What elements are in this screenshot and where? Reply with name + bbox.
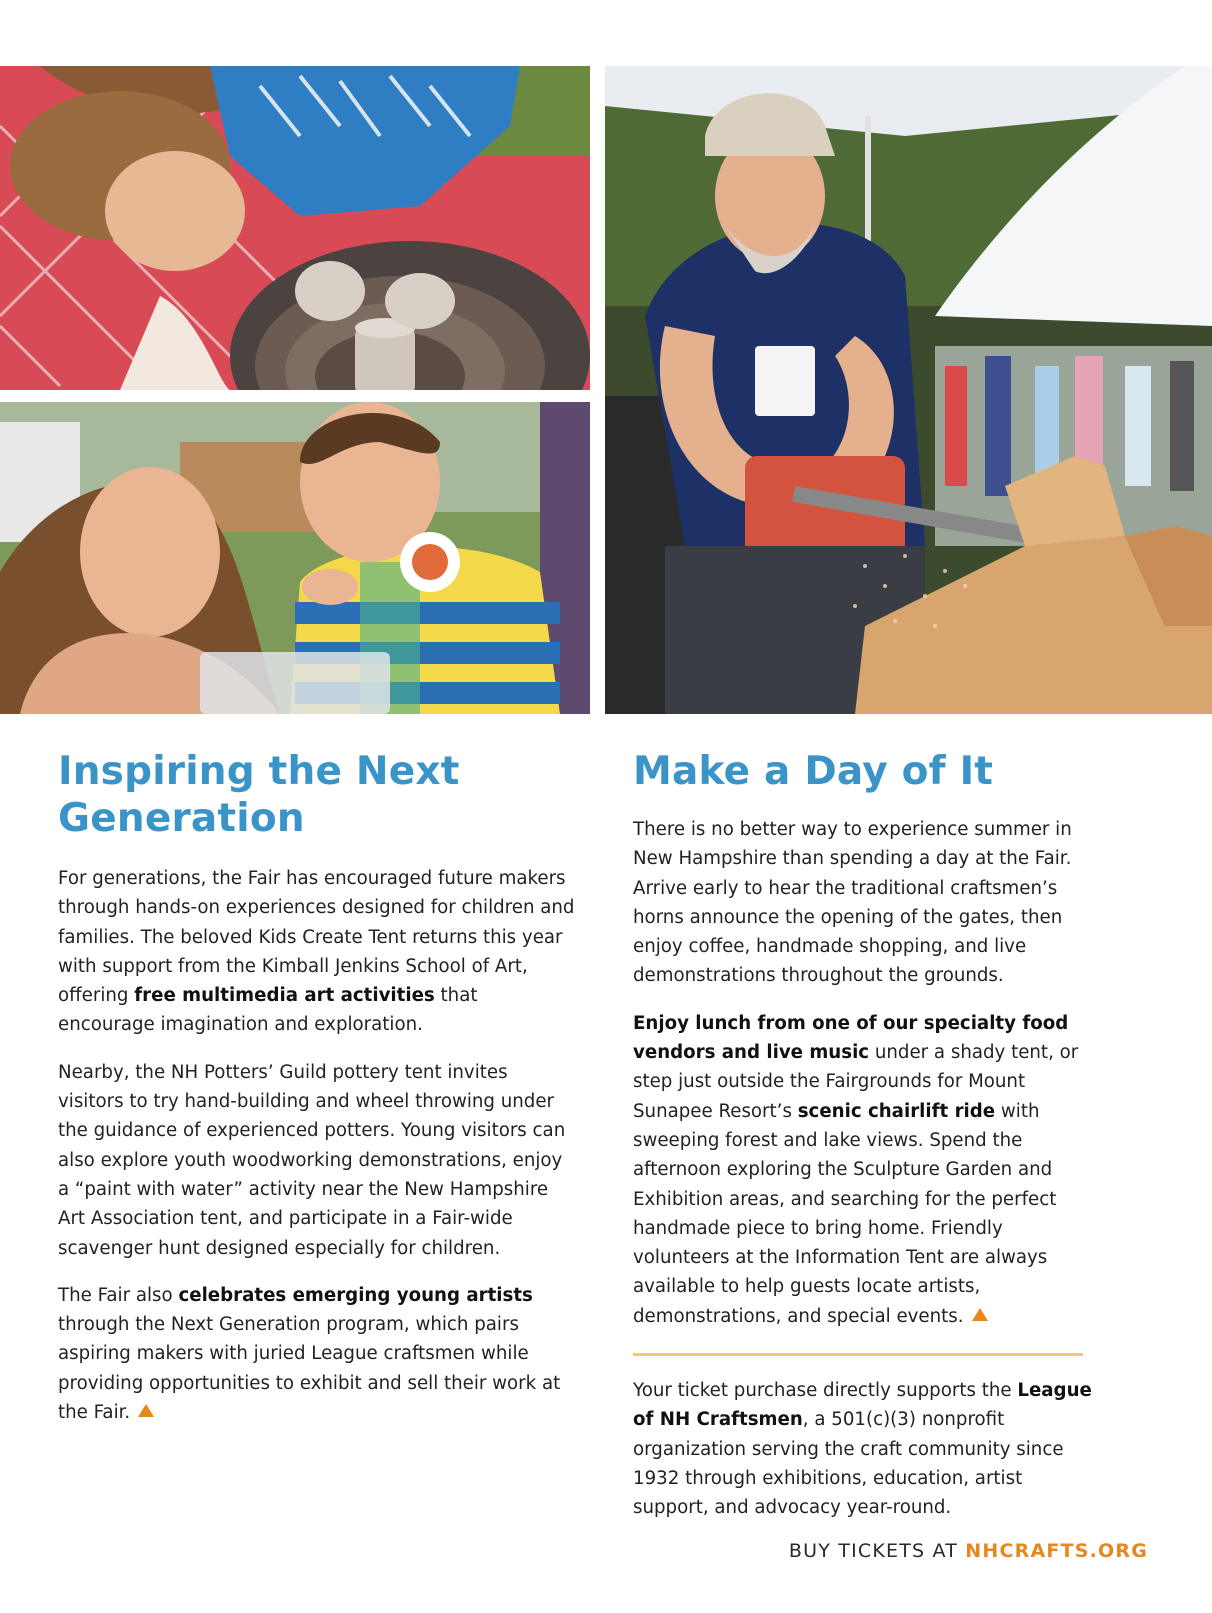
paragraph-kids-create: [58, 864, 578, 1040]
bold-text: League of NH Craftsmen: [633, 1380, 1092, 1431]
footer-buy-tickets: [789, 1540, 1148, 1562]
paragraph-summer: There is no better way to experience summer in New Hampshire than spending a day at the Fair. Arrive early to hear the traditional craftsmen’s horns announce the opening of the gates, then enjoy coffee, handmade shopping, and live demonstrations throughout the grounds.: [633, 819, 1072, 987]
text-run: that encourage imagination and exploration.: [58, 985, 478, 1036]
text-run: Your ticket purchase directly supports the: [633, 1380, 1018, 1402]
footer-label: BUY TICKETS AT: [788, 1540, 966, 1562]
text-run: under a shady tent, or step just outside the Fairgrounds for Mount Sunapee Resort’s: [633, 1042, 1079, 1122]
text-run: , a 501(c)(3) nonprofit organization serving the craft community since 1932 through exhibitions, education, artist support, and advocacy year-round.: [633, 1409, 1064, 1519]
bold-text: scenic chairlift ride: [797, 1100, 996, 1122]
text-run: The Fair also: [58, 1284, 179, 1306]
paragraph-potters-guild: Nearby, the NH Potters’ Guild pottery tent invites visitors to try hand-building and wheel throwing under the guidance of experienced potters. Young visitors can also explore youth woodworking demonstrations, enjoy a “paint with water” activity near the New Hampshire Art Association tent, and participate in a Fair-wide scavenger hunt designed especially for children.: [58, 1061, 566, 1259]
divider-rule: [633, 1353, 1083, 1356]
bold-text: Enjoy lunch from one of our specialty food vendors and live music: [633, 1012, 1069, 1064]
photo-kids-craft: [0, 402, 590, 714]
text-run: through the Next Generation program, which pairs aspiring makers with juried League craftsmen while providing opportunities to exhibit and sell their work at the Fair.: [58, 1314, 561, 1424]
bold-text: celebrates emerging young artists: [178, 1284, 533, 1306]
photo-pottery-wheel: [0, 66, 590, 390]
footer-website-link[interactable]: NHCRAFTS.ORG: [965, 1540, 1148, 1562]
text-run: For generations, the Fair has encouraged future makers through hands-on experiences designed for children and families. The beloved Kids Create Tent returns this year with support from the Kimball Jenkins School of Art, offering: [58, 868, 575, 1007]
photo-chainsaw-carving: [605, 66, 1212, 714]
paragraph-ticket-support: [633, 1376, 1103, 1522]
heading-make-a-day: Make a Day of It: [633, 749, 994, 794]
bold-text: free multimedia art activities: [134, 985, 435, 1007]
text-run: with sweeping forest and lake views. Spend the afternoon exploring the Sculpture Garden and Exhibition areas, and searching for the perfect handmade piece to bring home. Friendly volunteers at the Information Tent are always available to help guests locate artists, demonstrations, and special events.: [633, 1100, 1057, 1327]
section-next-generation: [58, 748, 578, 1445]
paragraph-emerging-artists: [58, 1281, 578, 1427]
heading-next-generation: Inspiring the Next Generation: [58, 749, 460, 841]
end-triangle-icon: [972, 1308, 988, 1321]
end-triangle-icon: [138, 1404, 154, 1417]
paragraph-lunch-music: [633, 1009, 1103, 1331]
section-make-a-day: [633, 748, 1103, 1541]
